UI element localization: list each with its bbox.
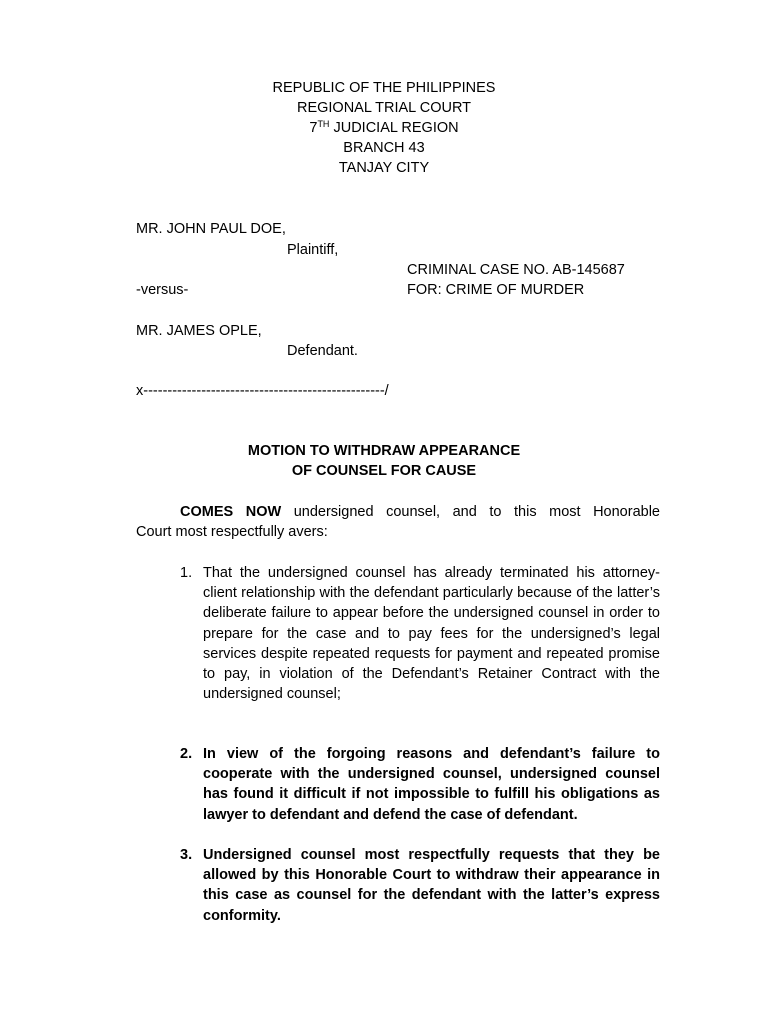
case-number: CRIMINAL CASE NO. AB-145687: [407, 262, 625, 278]
motion-title-line2: OF COUNSEL FOR CAUSE: [291, 463, 477, 479]
intro-bold: COMES NOW: [180, 504, 282, 520]
item-2-text: In view of the forgoing reasons and defendant’s failure to cooperate with the undersigned counsel, undersigned counsel has found it difficult if not impossible to fulfill his obligations as lawyer to defendant and defend the case of defendant.: [203, 746, 660, 823]
plaintiff-label: Plaintiff,: [287, 242, 339, 258]
intro-line2: Court most respectfully avers:: [136, 524, 328, 540]
crime-label: FOR: CRIME OF MURDER: [407, 282, 585, 298]
header-republic: REPUBLIC OF THE PHILIPPINES: [272, 80, 496, 96]
item-3-number: 3.: [180, 847, 193, 863]
intro-line1: [180, 502, 660, 522]
motion-title-line1: MOTION TO WITHDRAW APPEARANCE: [247, 443, 521, 459]
intro-rest: undersigned counsel, and to this most Honorable: [281, 504, 660, 520]
defendant-name: MR. JAMES OPLE,: [136, 323, 262, 339]
item-1-number: 1.: [180, 565, 193, 581]
caption-separator: x--------------------------------------------------/: [136, 383, 389, 399]
header-court: REGIONAL TRIAL COURT: [296, 100, 472, 116]
plaintiff-name: MR. JOHN PAUL DOE,: [136, 221, 286, 237]
header-city: TANJAY CITY: [338, 160, 430, 176]
item-3-text: Undersigned counsel most respectfully requests that they be allowed by this Honorable Court to withdraw their appearance in this case as counsel for the defendant with the latter’s express conformity.: [203, 847, 660, 924]
header-branch: BRANCH 43: [343, 140, 425, 156]
region-rest: JUDICIAL REGION: [329, 120, 459, 136]
region-number: 7: [309, 120, 318, 136]
item-1-text: That the undersigned counsel has already terminated his attorney-client relationship with the defendant particularly because of the latter’s deliberate failure to appear before the undersigned counsel in order to prepare for the case and to pay fees for the undersigned’s legal services despite repeated requests for payment and repeated promise to pay, in violation of the Defendant’s Retainer Contract with the undersigned counsel;: [203, 565, 660, 703]
item-2-number: 2.: [180, 746, 193, 762]
header-region: [0, 118, 768, 138]
versus-label: -versus-: [136, 282, 189, 298]
defendant-label: Defendant.: [287, 343, 358, 359]
region-superscript: TH: [317, 119, 330, 129]
